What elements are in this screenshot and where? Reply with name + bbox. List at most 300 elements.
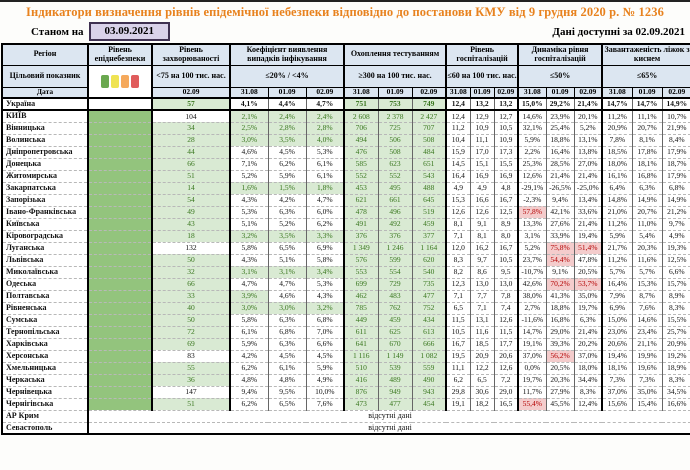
table-row (2, 182, 690, 194)
testing-cell: 1 149 (378, 350, 412, 362)
detection-coef-cell: 7,6% (306, 398, 344, 410)
epid-level-cell (88, 278, 152, 290)
testing-cell: 376 (378, 230, 412, 242)
no-data-cell: відсутні дані (88, 422, 690, 434)
detection-coef-cell: 5,9% (230, 338, 268, 350)
target-oxygen-beds: ≤65% (602, 65, 690, 87)
table-row (2, 302, 690, 314)
detection-coef-cell: 10,0% (306, 386, 344, 398)
detection-coef-cell: 5,8% (230, 314, 268, 326)
detection-coef-cell: 3,0% (230, 134, 268, 146)
hosp-dynamics-cell: 12,4% (574, 398, 602, 410)
epid-level-cell (88, 362, 152, 374)
detection-coef-cell: 6,5% (268, 398, 306, 410)
table-row (2, 242, 690, 254)
oxygen-beds-cell: 6,6% (662, 266, 690, 278)
hosp-level-cell: 12,4 (446, 110, 470, 122)
hosp-dynamics-cell: 5,2% (574, 122, 602, 134)
hosp-level-cell: 12,3 (446, 278, 470, 290)
testing-cell: 1 082 (412, 350, 446, 362)
testing-cell: 554 (378, 266, 412, 278)
region-name-cell: Донецька (2, 158, 88, 170)
hosp-level-cell: 12,7 (494, 110, 518, 122)
hosp-dynamics-cell: 75,8% (546, 242, 574, 254)
testing-cell: 725 (378, 122, 412, 134)
hosp-dynamics-cell: 34,4% (574, 374, 602, 386)
oxygen-beds-cell: 8,9% (662, 290, 690, 302)
hosp-level-cell: 10,5 (446, 326, 470, 338)
testing-cell: 762 (378, 302, 412, 314)
detection-coef-cell: 5,3% (230, 206, 268, 218)
testing-cell: 473 (344, 398, 378, 410)
hosp-level-cell: 13,2 (494, 98, 518, 110)
oxygen-beds-cell: 16,6% (662, 398, 690, 410)
epid-level-cell (88, 326, 152, 338)
detection-coef-cell: 5,2% (268, 218, 306, 230)
hosp-level-cell: 8,1 (470, 230, 494, 242)
epid-level-cell (88, 218, 152, 230)
oxygen-beds-cell: 8,3% (662, 302, 690, 314)
incidence-cell: 18 (152, 230, 230, 242)
table-row (2, 134, 690, 146)
hosp-level-cell: 12,6 (494, 362, 518, 374)
detection-coef-cell: 4,7% (268, 278, 306, 290)
hosp-dynamics-cell: 13,4% (574, 194, 602, 206)
oxygen-beds-cell: 21,0% (602, 206, 632, 218)
testing-cell: 625 (378, 326, 412, 338)
date-cell: 02.09 (306, 87, 344, 98)
hosp-dynamics-cell: -25,0% (574, 182, 602, 194)
oxygen-beds-cell: 20,7% (632, 206, 662, 218)
oxygen-beds-cell: 9,7% (662, 218, 690, 230)
testing-cell: 477 (412, 290, 446, 302)
oxygen-beds-cell: 11,0% (632, 218, 662, 230)
region-name-cell: КИЇВ (2, 110, 88, 122)
testing-cell: 416 (344, 374, 378, 386)
region-name-cell: Хмельницька (2, 362, 88, 374)
detection-coef-cell: 4,6% (268, 290, 306, 302)
hosp-dynamics-cell: 57,8% (518, 206, 546, 218)
testing-cell: 699 (344, 278, 378, 290)
col-header-detection-coef: Коефіцієнт виявлення випадків інфікування (230, 44, 344, 65)
incidence-cell: 57 (152, 98, 230, 110)
detection-coef-cell: 6,1% (268, 362, 306, 374)
detection-coef-cell: 9,5% (268, 386, 306, 398)
epid-level-cell (88, 182, 152, 194)
detection-coef-cell: 4,6% (230, 146, 268, 158)
oxygen-beds-cell: 20,7% (632, 122, 662, 134)
testing-cell: 553 (344, 266, 378, 278)
oxygen-beds-cell: 14,8% (602, 194, 632, 206)
detection-coef-cell: 6,1% (306, 170, 344, 182)
hosp-level-cell: 4,8 (494, 182, 518, 194)
hosp-level-cell: 18,2 (470, 398, 494, 410)
detection-coef-cell: 6,6% (306, 338, 344, 350)
hosp-dynamics-cell: 35,0% (574, 290, 602, 302)
hosp-dynamics-cell: 32,1% (518, 122, 546, 134)
incidence-cell: 51 (152, 398, 230, 410)
testing-cell: 1 246 (378, 242, 412, 254)
epid-level-cell (88, 158, 152, 170)
oxygen-beds-cell: 18,7% (662, 158, 690, 170)
hosp-level-cell: 11,6 (470, 326, 494, 338)
hosp-level-cell: 10,5 (494, 122, 518, 134)
hosp-level-cell: 10,9 (494, 134, 518, 146)
hosp-level-cell: 4,9 (446, 182, 470, 194)
detection-coef-cell: 2,5% (230, 122, 268, 134)
table-body (2, 98, 690, 434)
table-row (2, 218, 690, 230)
oxygen-beds-cell: 7,3% (602, 374, 632, 386)
hosp-dynamics-cell: 19,7% (574, 302, 602, 314)
oxygen-beds-cell: 16,8% (632, 170, 662, 182)
oxygen-beds-cell: 5,9% (602, 230, 632, 242)
region-name-cell: Тернопільська (2, 326, 88, 338)
detection-coef-cell: 6,2% (230, 398, 268, 410)
table-row (2, 170, 690, 182)
region-name-cell: АР Крим (2, 410, 88, 422)
oxygen-beds-cell: 7,9% (602, 290, 632, 302)
hosp-level-cell: 16,6 (470, 194, 494, 206)
hosp-dynamics-cell: 21,4% (574, 326, 602, 338)
detection-coef-cell: 2,4% (268, 110, 306, 122)
testing-cell: 490 (412, 374, 446, 386)
as-of-date-box: 03.09.2021 (89, 22, 171, 41)
oxygen-beds-cell: 15,7% (662, 278, 690, 290)
table-row (2, 254, 690, 266)
hosp-dynamics-cell: 42,6% (518, 278, 546, 290)
hosp-dynamics-cell: 6,3% (574, 314, 602, 326)
hosp-dynamics-cell: 11,7% (518, 386, 546, 398)
testing-cell: 483 (378, 290, 412, 302)
hosp-dynamics-cell: 70,2% (546, 278, 574, 290)
hosp-level-cell: 8,3 (446, 254, 470, 266)
oxygen-beds-cell: 8,4% (662, 134, 690, 146)
region-name-cell: Запорізька (2, 194, 88, 206)
hosp-dynamics-cell: 5,2% (518, 242, 546, 254)
oxygen-beds-cell: 15,4% (632, 398, 662, 410)
table-row (2, 230, 690, 242)
target-incidence: <75 на 100 тис. нас. (152, 65, 230, 87)
oxygen-beds-cell: 5,7% (632, 266, 662, 278)
testing-cell: 552 (378, 170, 412, 182)
target-testing: ≥300 на 100 тис. нас. (344, 65, 446, 87)
hosp-level-cell: 12,6 (446, 206, 470, 218)
hosp-dynamics-cell: 41,3% (546, 290, 574, 302)
testing-cell: 735 (412, 278, 446, 290)
hosp-dynamics-cell: 27,9% (546, 386, 574, 398)
region-name-cell: Закарпатська (2, 182, 88, 194)
date-cell: 01.09 (546, 87, 574, 98)
detection-coef-cell: 3,5% (268, 230, 306, 242)
hosp-dynamics-cell: 51,4% (574, 242, 602, 254)
hosp-dynamics-cell: 19,7% (518, 374, 546, 386)
region-name-cell: Миколаївська (2, 266, 88, 278)
testing-cell: 539 (378, 362, 412, 374)
hosp-level-cell: 11,1 (470, 134, 494, 146)
detection-coef-cell: 5,8% (306, 254, 344, 266)
oxygen-beds-cell: 17,9% (662, 170, 690, 182)
hosp-level-cell: 12,6 (494, 314, 518, 326)
col-header-region: Регіон (2, 44, 88, 65)
hosp-level-cell: 16,9 (494, 170, 518, 182)
hosp-level-cell: 11,5 (494, 326, 518, 338)
detection-coef-cell: 3,0% (230, 302, 268, 314)
hosp-dynamics-cell: 5,9% (518, 134, 546, 146)
region-name-cell: Полтавська (2, 290, 88, 302)
yellow-level-square-icon (111, 75, 119, 88)
as-of-block (31, 22, 170, 41)
hosp-dynamics-cell: 13,8% (574, 146, 602, 158)
incidence-cell: 83 (152, 350, 230, 362)
oxygen-beds-cell: 11,6% (632, 254, 662, 266)
detection-coef-cell: 3,0% (268, 302, 306, 314)
hosp-dynamics-cell: 54,4% (546, 254, 574, 266)
hosp-level-cell: 11,1 (446, 362, 470, 374)
incidence-cell: 33 (152, 290, 230, 302)
page-title: Індикатори визначення рівнів епідемічної небезпеки відповідно до постанови КМУ від 9 грудня 2020 р. № 1236 (26, 5, 664, 19)
detection-coef-cell: 3,1% (268, 266, 306, 278)
hosp-dynamics-cell: 2,7% (518, 302, 546, 314)
incidence-cell: 51 (152, 170, 230, 182)
testing-cell: 508 (412, 134, 446, 146)
date-cell: 31.08 (602, 87, 632, 98)
detection-coef-cell: 7,1% (230, 158, 268, 170)
testing-cell: 666 (412, 338, 446, 350)
testing-cell: 1 349 (344, 242, 378, 254)
incidence-cell: 50 (152, 254, 230, 266)
incidence-cell: 66 (152, 278, 230, 290)
hosp-level-cell: 10,5 (494, 254, 518, 266)
hosp-level-cell: 7,1 (470, 302, 494, 314)
hosp-level-cell: 20,6 (494, 350, 518, 362)
col-header-hosp-dynamics: Динаміка рівня госпіталізацій (518, 44, 602, 65)
oxygen-beds-cell: 37,0% (602, 386, 632, 398)
oxygen-beds-cell: 14,7% (602, 98, 632, 110)
date-cell: 02.09 (152, 87, 230, 98)
oxygen-beds-cell: 14,9% (662, 98, 690, 110)
oxygen-beds-cell: 18,9% (662, 362, 690, 374)
oxygen-beds-cell: 35,0% (632, 386, 662, 398)
date-cell: 01.09 (470, 87, 494, 98)
hosp-dynamics-cell: 0,0% (518, 362, 546, 374)
hosp-level-cell: 18,5 (470, 338, 494, 350)
hosp-dynamics-cell: 23,7% (518, 254, 546, 266)
detection-coef-cell: 5,2% (230, 170, 268, 182)
hosp-level-cell: 17,3 (494, 146, 518, 158)
hosp-dynamics-cell: 28,5% (546, 158, 574, 170)
hosp-dynamics-cell: 37,0% (518, 350, 546, 362)
epid-level-cell (88, 98, 152, 110)
incidence-cell: 54 (152, 194, 230, 206)
oxygen-beds-cell: 14,7% (632, 98, 662, 110)
detection-coef-cell: 2,8% (268, 122, 306, 134)
oxygen-beds-cell: 8,1% (632, 134, 662, 146)
detection-coef-cell: 3,4% (306, 266, 344, 278)
date-cell: 01.09 (632, 87, 662, 98)
oxygen-beds-cell: 11,1% (632, 110, 662, 122)
hosp-dynamics-cell: -10,7% (518, 266, 546, 278)
testing-cell: 661 (378, 194, 412, 206)
hosp-dynamics-cell: 37,0% (574, 350, 602, 362)
hosp-level-cell: 16,7 (494, 194, 518, 206)
oxygen-beds-cell: 17,8% (632, 146, 662, 158)
region-name-cell: Рівненська (2, 302, 88, 314)
date-cell: 31.08 (230, 87, 268, 98)
oxygen-beds-cell: 20,9% (662, 338, 690, 350)
detection-coef-cell: 5,3% (306, 146, 344, 158)
hosp-level-cell: 8,0 (494, 230, 518, 242)
hosp-dynamics-cell: 12,6% (518, 170, 546, 182)
detection-coef-cell: 2,4% (306, 110, 344, 122)
hosp-dynamics-cell: 19,4% (574, 230, 602, 242)
oxygen-beds-cell: 6,8% (662, 182, 690, 194)
hosp-level-cell: 30,6 (470, 386, 494, 398)
epid-level-cell (88, 194, 152, 206)
detection-coef-cell: 6,3% (268, 338, 306, 350)
epid-level-cell (88, 386, 152, 398)
detection-coef-cell: 4,5% (306, 350, 344, 362)
detection-coef-cell: 6,2% (268, 158, 306, 170)
col-header-epid-level: Рівень епіднебезпеки (88, 44, 152, 65)
hosp-dynamics-cell: -11,6% (518, 314, 546, 326)
hosp-level-cell: 6,5 (470, 374, 494, 386)
epid-level-cell (88, 110, 152, 122)
hosp-dynamics-cell: 21,4% (546, 170, 574, 182)
incidence-cell: 104 (152, 110, 230, 122)
hosp-dynamics-cell: 42,1% (546, 206, 574, 218)
testing-cell: 2 427 (412, 110, 446, 122)
hosp-level-cell: 29,0 (494, 386, 518, 398)
detection-coef-cell: 5,9% (268, 170, 306, 182)
hosp-dynamics-cell: 19,1% (518, 338, 546, 350)
hosp-dynamics-cell: 20,5% (574, 266, 602, 278)
hosp-dynamics-cell: 47,8% (574, 254, 602, 266)
testing-cell: 611 (344, 326, 378, 338)
hosp-level-cell: 12,9 (470, 110, 494, 122)
hosp-level-cell: 7,4 (494, 302, 518, 314)
hosp-level-cell: 12,2 (470, 362, 494, 374)
epid-level-legend (88, 65, 152, 98)
incidence-cell: 43 (152, 218, 230, 230)
detection-coef-cell: 6,5% (268, 242, 306, 254)
detection-coef-cell: 4,8% (268, 374, 306, 386)
detection-coef-cell: 6,1% (230, 326, 268, 338)
hosp-dynamics-cell: 21,4% (574, 170, 602, 182)
detection-coef-cell: 6,0% (306, 206, 344, 218)
hosp-level-cell: 8,6 (470, 266, 494, 278)
detection-coef-cell: 4,9% (306, 374, 344, 386)
testing-cell: 1 164 (412, 242, 446, 254)
epid-level-cell (88, 266, 152, 278)
date-cell: 02.09 (574, 87, 602, 98)
oxygen-beds-cell: 18,0% (602, 158, 632, 170)
hosp-level-cell: 12,0 (446, 242, 470, 254)
epid-level-cell (88, 242, 152, 254)
col-header-testing: Охоплення тестуванням (344, 44, 446, 65)
oxygen-beds-cell: 11,2% (602, 110, 632, 122)
header-row-targets (2, 65, 690, 87)
region-name-cell: Житомирська (2, 170, 88, 182)
testing-cell: 943 (412, 386, 446, 398)
testing-cell: 949 (378, 386, 412, 398)
col-header-incidence: Рівень захворюваності (152, 44, 230, 65)
detection-coef-cell: 6,8% (306, 314, 344, 326)
date-cell: 31.08 (344, 87, 378, 98)
hosp-dynamics-cell: 21,4% (574, 218, 602, 230)
incidence-cell: 14 (152, 182, 230, 194)
oxygen-beds-cell: 6,4% (602, 182, 632, 194)
detection-coef-cell: 9,4% (230, 386, 268, 398)
hosp-dynamics-cell: 18,8% (546, 134, 574, 146)
table-row (2, 350, 690, 362)
hosp-level-cell: 19,1 (446, 398, 470, 410)
testing-cell: 496 (378, 206, 412, 218)
hosp-level-cell: 13,0 (494, 278, 518, 290)
hosp-level-cell: 20,9 (470, 350, 494, 362)
oxygen-beds-cell: 20,6% (602, 338, 632, 350)
hosp-level-cell: 16,9 (470, 170, 494, 182)
hosp-level-cell: 4,9 (470, 182, 494, 194)
testing-cell: 476 (344, 146, 378, 158)
epid-level-cell (88, 374, 152, 386)
table-row (2, 386, 690, 398)
hosp-dynamics-cell: 45,5% (546, 398, 574, 410)
detection-coef-cell: 4,5% (268, 146, 306, 158)
col-header-hosp-level: Рівень госпіталізацій (446, 44, 518, 65)
testing-cell: 459 (378, 314, 412, 326)
region-name-cell: Луганська (2, 242, 88, 254)
hosp-dynamics-cell: 20,5% (546, 362, 574, 374)
hosp-level-cell: 9,5 (494, 266, 518, 278)
table-row (2, 146, 690, 158)
testing-cell: 491 (344, 218, 378, 230)
oxygen-beds-cell: 8,3% (662, 374, 690, 386)
table-row-no-data (2, 422, 690, 434)
testing-cell: 559 (412, 362, 446, 374)
hosp-dynamics-cell: 29,0% (546, 326, 574, 338)
testing-cell: 377 (412, 230, 446, 242)
hosp-dynamics-cell: 8,3% (574, 386, 602, 398)
epid-level-cell (88, 122, 152, 134)
oxygen-beds-cell: 15,3% (632, 278, 662, 290)
hosp-level-cell: 14,5 (446, 158, 470, 170)
region-name-cell: Івано-Франківська (2, 206, 88, 218)
oxygen-beds-cell: 16,4% (602, 278, 632, 290)
oxygen-beds-cell: 19,3% (662, 242, 690, 254)
oxygen-beds-cell: 19,6% (632, 362, 662, 374)
region-name-cell: Київська (2, 218, 88, 230)
hosp-level-cell: 13,0 (470, 278, 494, 290)
testing-cell: 752 (412, 302, 446, 314)
detection-coef-cell: 6,3% (268, 314, 306, 326)
hosp-level-cell: 8,2 (446, 266, 470, 278)
detection-coef-cell: 4,3% (306, 290, 344, 302)
testing-cell: 506 (378, 134, 412, 146)
testing-cell: 2 608 (344, 110, 378, 122)
detection-coef-cell: 1,8% (306, 182, 344, 194)
detection-coef-cell: 3,5% (268, 134, 306, 146)
incidence-cell: 44 (152, 146, 230, 158)
hosp-dynamics-cell: 56,2% (546, 350, 574, 362)
epid-level-cell (88, 134, 152, 146)
testing-cell: 641 (344, 338, 378, 350)
hosp-level-cell: 16,7 (494, 242, 518, 254)
detection-coef-cell: 4,2% (268, 194, 306, 206)
target-hosp-level: ≤60 на 100 тис. нас. (446, 65, 518, 87)
hosp-level-cell: 13,2 (470, 98, 494, 110)
epid-level-cell (88, 206, 152, 218)
